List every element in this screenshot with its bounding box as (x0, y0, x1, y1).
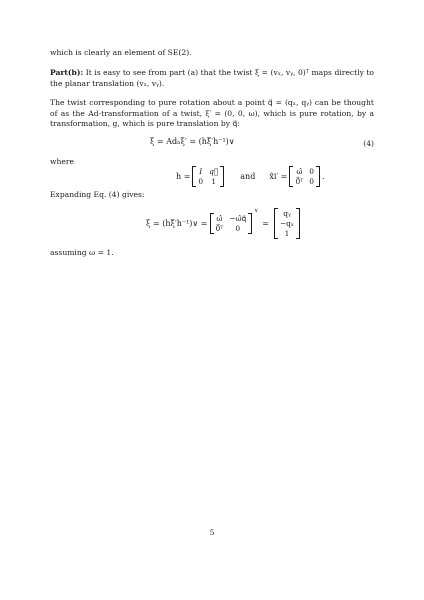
period: . (321, 172, 325, 181)
expanded-matrix-cell: −ω̂q⃗ (229, 214, 247, 223)
where-label: where (50, 157, 75, 166)
xi-matrix-cell: 0 (309, 167, 314, 176)
xi-matrix-cell: 0⃗ᵀ (295, 177, 304, 186)
equation-expanded (146, 208, 302, 239)
result-vector (274, 208, 300, 239)
part-b-label: Part(b): (50, 68, 84, 77)
equation-h-definition (176, 166, 325, 187)
page-number: 5 (209, 528, 215, 537)
h-lhs: h = (176, 172, 191, 181)
expanded-lhs: ξ = (hξ̂′h⁻¹)∨ = (146, 219, 208, 228)
xi-matrix-cell: 0 (309, 177, 314, 186)
equation-4 (150, 137, 235, 146)
xi-hat-matrix (289, 166, 320, 187)
equation-4-body: ξ = Adₕξ′ = (hξ̂′h⁻¹)∨ (150, 137, 235, 146)
assuming-line: assuming ω = 1. (50, 248, 114, 257)
intro-line: which is clearly an element of SE(2). (50, 48, 192, 57)
h-matrix-cell: I (199, 167, 203, 176)
expanded-matrix-cell: 0⃗ᵀ (215, 224, 224, 233)
xi-matrix-cell: ω̂ (296, 167, 303, 176)
h-matrix-cell: q⃗ (209, 167, 219, 176)
result-vector-cell: qᵧ (283, 209, 291, 218)
rotation-paragraph: The twist corresponding to pure rotation about a point q⃗ = (qₓ, qᵧ) can be thought of as the Ad-transformation of a twist, ξ′ = (0, 0, ω), which is pure rotation, by a transformation, g, which is pure translation by q⃗: (50, 98, 374, 128)
part-b-text: It is easy to see from part (a) that the twist ξ = (vₓ, vᵧ, 0)ᵀ maps directly to the planar translation (vₓ, vᵧ). (50, 68, 375, 88)
result-vector-cell: 1 (284, 229, 290, 238)
equation-4-number: (4) (363, 139, 374, 148)
equals-sign: = (262, 219, 269, 228)
h-matrix-cell: 0 (198, 177, 204, 186)
vee-symbol: ∨ (254, 208, 259, 214)
expanded-matrix-cell: ω̂ (216, 214, 223, 223)
expanding-line: Expanding Eq. (4) gives: (50, 190, 145, 199)
h-matrix-cell: 1 (211, 177, 217, 186)
part-b-paragraph (50, 68, 374, 89)
expanded-matrix (210, 213, 253, 234)
h-matrix (192, 166, 224, 187)
xi-hat-lhs: x̂i′ = (269, 172, 288, 181)
result-vector-cell: −qₓ (279, 219, 295, 228)
expanded-matrix-cell: 0 (235, 224, 241, 233)
and-word: and (240, 172, 256, 181)
